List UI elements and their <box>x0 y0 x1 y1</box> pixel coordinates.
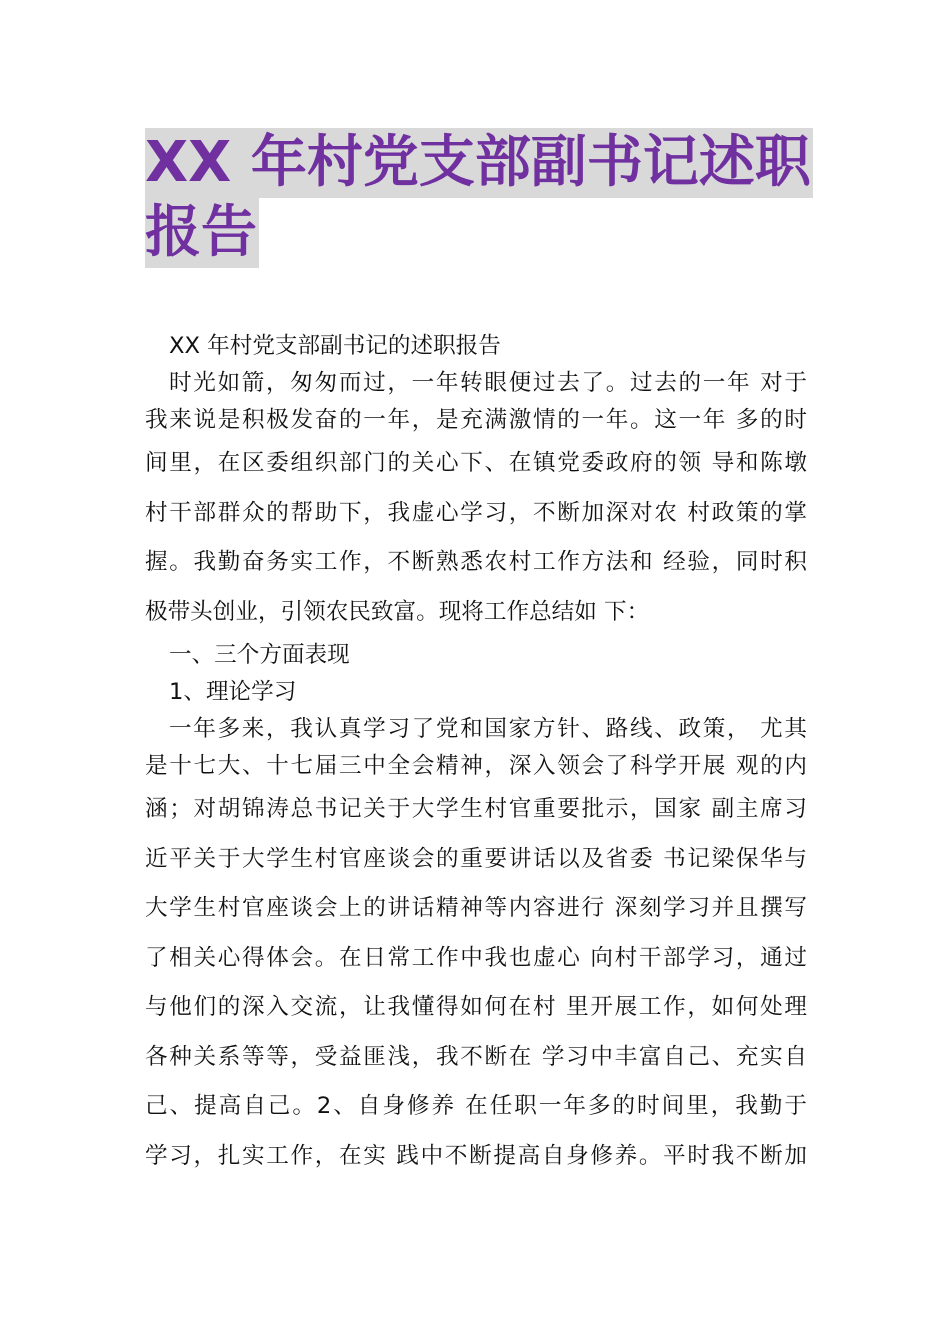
paragraph-line: 近平关于大学生村官座谈会的重要讲话以及省委 书记梁保华与 <box>145 845 807 872</box>
document-title <box>145 128 810 268</box>
paragraph-line: 一年多来，我认真学习了党和国家方针、路线、政策， 尤其 <box>169 716 807 742</box>
paragraph-line: 大学生村官座谈会上的讲话精神等内容进行 深刻学习并且撰写 <box>145 895 807 921</box>
paragraph-line: 涵；对胡锦涛总书记关于大学生村官重要批示，国家 副主席习 <box>145 796 807 822</box>
document-body <box>145 328 807 1181</box>
title-line-1: XX 年村党支部副书记述职 <box>145 128 813 198</box>
paragraph-line: 与他们的深入交流，让我懂得如何在村 里开展工作，如何处理 <box>145 994 807 1020</box>
paragraph-line: 了相关心得体会。在日常工作中我也虚心 向村干部学习，通过 <box>145 944 807 971</box>
paragraph-line: 各种关系等等，受益匪浅，我不断在 学习中丰富自己、充实自 <box>145 1043 807 1070</box>
paragraph-line: 学习，扎实工作，在实 践中不断提高自身修养。平时我不断加 <box>145 1142 807 1169</box>
paragraph-line: 极带头创业，引领农民致富。现将工作总结如 下： <box>145 598 650 625</box>
paragraph-line: 是十七大、十七届三中全会精神，深入领会了科学开展 观的内 <box>145 753 807 779</box>
paragraph-line: 村干部群众的帮助下，我虚心学习，不断加深对农 村政策的掌 <box>145 499 807 526</box>
paragraph-line: 间里，在区委组织部门的关心下、在镇党委政府的领 导和陈墩 <box>145 450 807 476</box>
paragraph-line: 一、三个方面表现 <box>169 642 350 668</box>
paragraph-line: 我来说是积极发奋的一年，是充满激情的一年。这一年 多的时 <box>145 407 807 433</box>
title-line-2: 报告 <box>145 198 259 268</box>
paragraph-line: 己、提高自己。2、自身修养 在任职一年多的时间里，我勤于 <box>145 1093 807 1119</box>
paragraph-line: 时光如箭，匆匆而过，一年转眼便过去了。过去的一年 对于 <box>169 370 807 396</box>
paragraph-line: 握。我勤奋务实工作，不断熟悉农村工作方法和 经验，同时积 <box>145 549 807 575</box>
paragraph-line: XX 年村党支部副书记的述职报告 <box>169 333 501 359</box>
paragraph-line: 1、理论学习 <box>169 679 297 705</box>
